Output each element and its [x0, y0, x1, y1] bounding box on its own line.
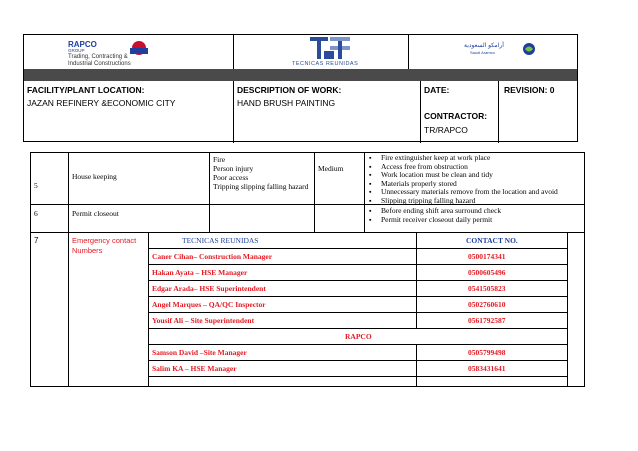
contractor-label: CONTRACTOR:: [424, 111, 488, 121]
list-item: ▪ Fire extinguisher keep at work place: [367, 154, 558, 163]
contact-name: Salim KA – HSE Manager: [152, 364, 237, 373]
contractor-value: TR/RAPCO: [424, 125, 468, 135]
tr-header: TECNICAS REUNIDAS: [182, 236, 259, 245]
rapco-tagline-2: Industrial Constructions: [68, 61, 131, 67]
aramco-logo-english: Saudi Aramco: [470, 50, 495, 55]
list-item-continuation: ▪ Slipping tripping falling hazard: [367, 197, 558, 206]
emergency-row-number: 7: [34, 236, 39, 245]
contact-name: Hakan Ayata – HSE Manager: [152, 268, 248, 277]
controls-list: [367, 154, 558, 206]
contact-table: [148, 233, 568, 386]
rapco-logo-name: RAPCO: [68, 40, 97, 49]
emergency-label-1: Emergency contact: [72, 236, 137, 245]
emergency-label-2: Numbers: [72, 246, 103, 255]
risk-level-cell: Medium: [318, 164, 344, 173]
list-item: ▪ Permit receiver closeout daily permit: [367, 216, 501, 225]
aramco-logo-arabic: أرامكو السعودية: [464, 43, 504, 49]
tecnicas-reunidas-mark-icon: [310, 37, 350, 59]
contact-number: 0561792587: [468, 316, 506, 325]
row-number: 5: [34, 181, 38, 190]
contact-name: Samson David –Site Manager: [152, 348, 247, 357]
facility-value: JAZAN REFINERY &ECONOMIC CITY: [27, 98, 176, 108]
contact-number: 0541505823: [468, 284, 506, 293]
hazards-cell: Fire Person injury Poor access Tripping slipping falling hazard: [213, 155, 309, 191]
contact-number: 0583431641: [468, 364, 506, 373]
contact-name: Edgar Arada– HSE Superintendent: [152, 284, 266, 293]
facility-label: FACILITY/PLANT LOCATION:: [27, 85, 145, 95]
contact-number: 0502760610: [468, 300, 506, 309]
row-number: 6: [34, 209, 38, 218]
risk-table: [30, 152, 585, 233]
description-label: DESCRIPTION OF WORK:: [237, 85, 342, 95]
rapco-logo: [64, 39, 164, 71]
revision-label: REVISION: 0: [504, 85, 555, 95]
activity-cell: House keeping: [72, 172, 117, 181]
contact-number: 0500605496: [468, 268, 506, 277]
emergency-section: [30, 232, 585, 387]
contact-name: Angel Marques – QA/QC Inspector: [152, 300, 266, 309]
list-item: ▪ Work location must be clean and tidy: [367, 171, 558, 180]
contact-number: 0505799498: [468, 348, 506, 357]
contact-name: Yousif Ali – Site Superintendent: [152, 316, 255, 325]
list-item: ▪ Materials properly stored: [367, 180, 558, 189]
aramco-logo: [464, 42, 554, 62]
contact-name: Caner Cihan– Construction Manager: [152, 252, 273, 261]
list-item: ▪ Before ending shift area surround check: [367, 207, 501, 216]
header-block: [23, 34, 578, 142]
aramco-star-icon: [522, 42, 536, 56]
list-item: ▪ Access free from obstruction: [367, 163, 558, 172]
date-label: DATE:: [424, 85, 450, 95]
header-band: [24, 69, 577, 81]
tecnicas-reunidas-logo: [286, 37, 376, 69]
activity-cell: Permit closeout: [72, 209, 119, 218]
contact-no-header: CONTACT NO.: [466, 236, 518, 245]
list-item: ▪ Unnecessary materials remove from the location and avoid: [367, 188, 558, 197]
rapco-header: RAPCO: [345, 332, 372, 341]
contact-number: 0500174341: [468, 252, 506, 261]
rapco-tagline-1: Trading, Contracting &: [68, 54, 128, 60]
description-value: HAND BRUSH PAINTING: [237, 98, 336, 108]
tecnicas-reunidas-logo-text: TECNICAS REUNIDAS: [292, 61, 359, 67]
rapco-logo-group: GROUP: [68, 48, 85, 53]
controls-list: [367, 207, 501, 224]
